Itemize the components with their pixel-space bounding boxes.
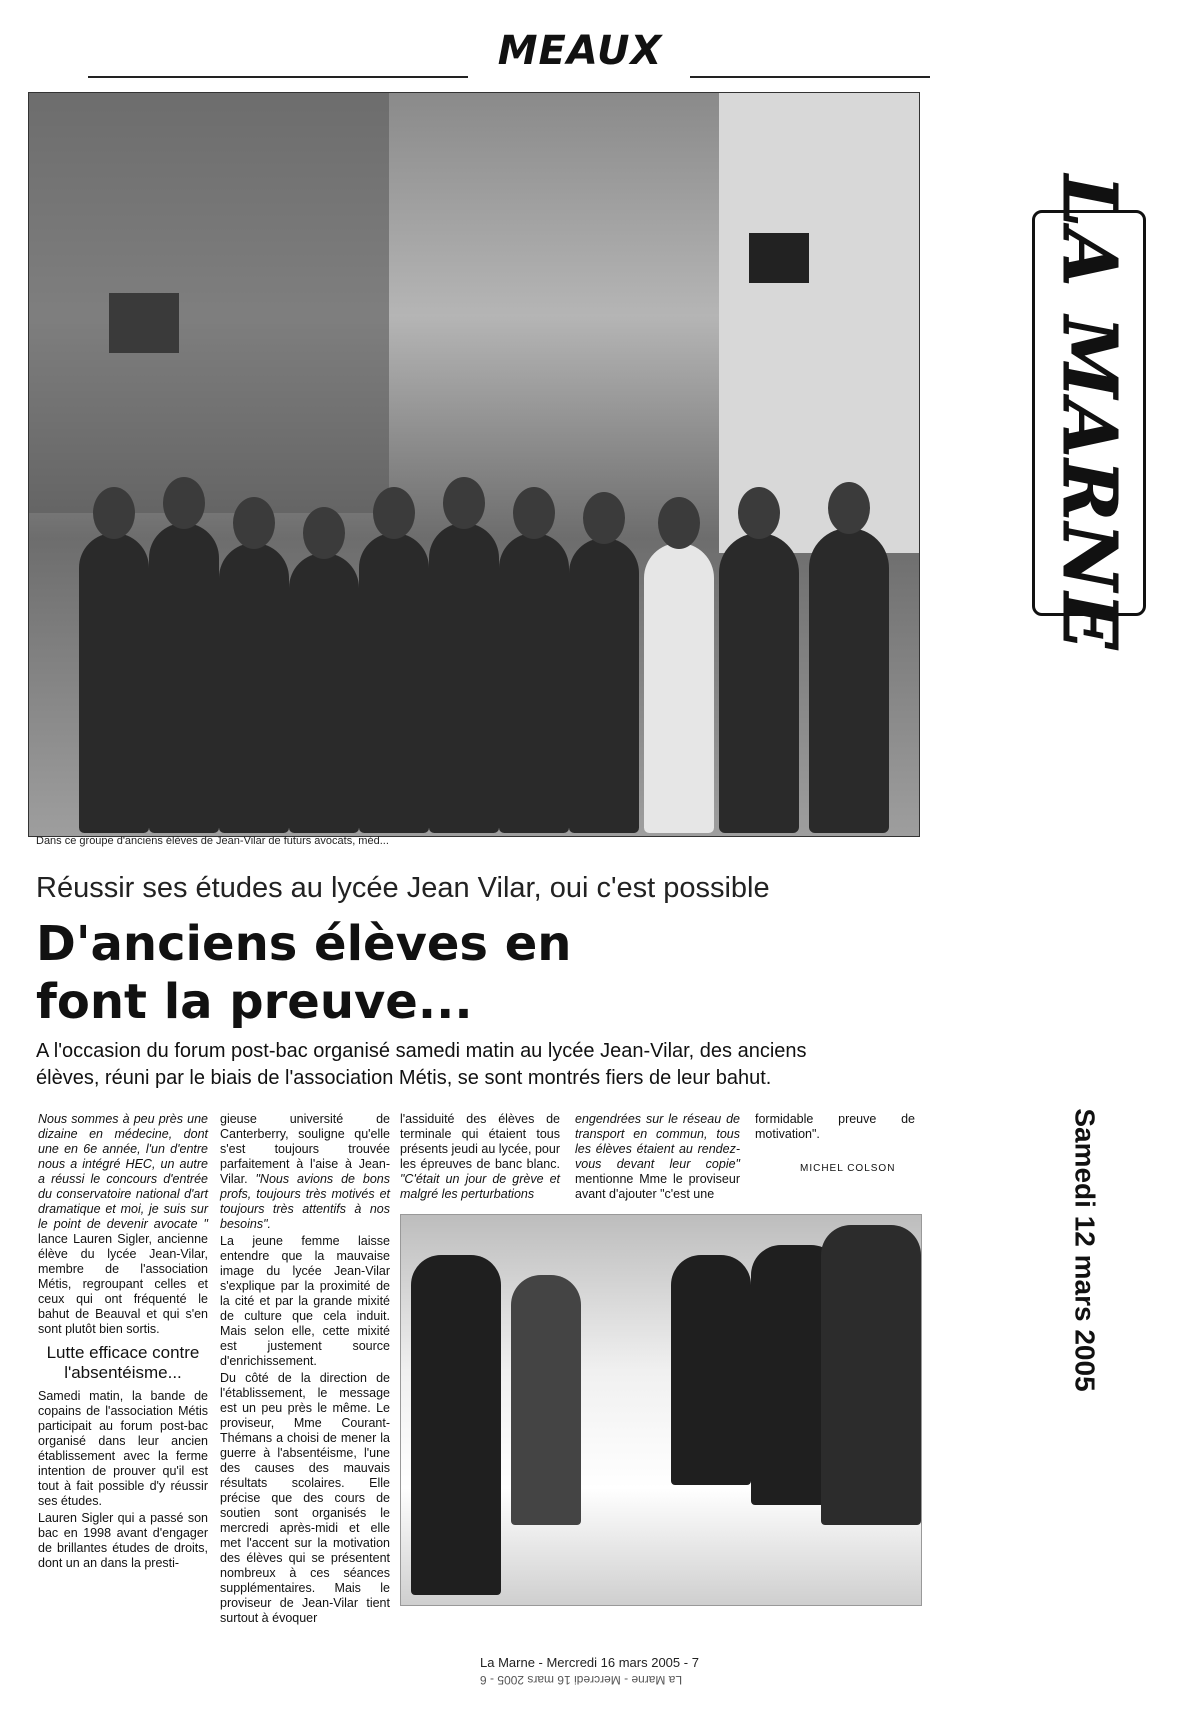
person-figure	[569, 538, 639, 833]
person-figure	[289, 553, 359, 833]
page-footer-mirror: La Marne - Mercredi 16 mars 2005 - 6	[480, 1673, 683, 1687]
column-text: Lauren Sigler qui a passé son bac en 1998 avant d'engager de brillantes études de droits, dont un an dans la presti-	[38, 1511, 208, 1570]
article-column-4	[575, 1112, 740, 1204]
article-column-5	[755, 1112, 915, 1144]
column-text: engendrées sur le réseau de transport en commun, tous les élèves étaient au rendez-vous devant leur copie"	[575, 1112, 740, 1171]
photo-building-left	[29, 93, 389, 513]
photo-caption: Dans ce groupe d'anciens élèves de Jean-Vilar de futurs avocats, méd...	[36, 835, 389, 847]
person-figure	[809, 528, 889, 833]
byline: MICHEL COLSON	[800, 1163, 896, 1174]
column-text: formidable preuve de motivation".	[755, 1112, 915, 1141]
logo-text: LA MARNE	[1046, 174, 1132, 652]
person-figure	[219, 543, 289, 833]
column-text: Nous sommes à peu près une dizaine en médecine, dont une en 6e année, l'un d'entre nous a intégré HEC, un autre a réussi le concours d'entrée du conservatoire national d'art dramatique et moi, je suis sur le point de devenir avocate "	[38, 1112, 208, 1231]
person-figure	[359, 533, 429, 833]
crowd-figure	[821, 1225, 921, 1525]
photo-window	[109, 293, 179, 353]
article-lede: A l'occasion du forum post-bac organisé samedi matin au lycée Jean-Vilar, des anciens élèves, réuni par le biais de l'association Métis, se sont montrés fiers de leur bahut.	[36, 1040, 807, 1089]
article-kicker: Réussir ses études au lycée Jean Vilar, oui c'est possible	[36, 872, 770, 904]
date-vertical	[1040, 1050, 1130, 1450]
crowd-figure	[511, 1275, 581, 1525]
date-text: Samedi 12 mars 2005	[1070, 1108, 1101, 1392]
person-figure	[644, 543, 714, 833]
article-column-1	[38, 1112, 208, 1573]
person-figure	[79, 533, 149, 833]
article-headline: D'anciens élèves en font la preuve...	[36, 916, 572, 1030]
page-footer: La Marne - Mercredi 16 mars 2005 - 7	[480, 1655, 699, 1670]
person-figure	[719, 533, 799, 833]
column-text: "Nous avions de bons profs, toujours très motivés et toujours très attentifs à nos besoins".	[220, 1172, 390, 1231]
forum-photo	[400, 1214, 922, 1606]
crowd-figure	[671, 1255, 751, 1485]
person-figure	[429, 523, 499, 833]
top-rule-right	[690, 76, 930, 78]
newspaper-logo	[1032, 174, 1146, 652]
top-rule-left	[88, 76, 468, 78]
group-photo	[28, 92, 920, 837]
article-subhead: Lutte efficace contre l'absentéisme...	[46, 1343, 200, 1382]
column-text: Samedi matin, la bande de copains de l'association Métis participait au forum post-bac organisé dans leur ancien établissement avec la ferme intention de prouver qu'il est tout à fait possible d'y réussir ses études.	[38, 1389, 208, 1508]
article-column-2	[220, 1112, 390, 1628]
column-text: La jeune femme laisse entendre que la mauvaise image du lycée Jean-Vilar s'explique par la proximité de la cité et par la grande mixité de culture que cela induit. Mais selon elle, cette mixité est justement source d'enrichissement.	[220, 1234, 390, 1368]
column-text: "C'était un jour de grève et malgré les perturbations	[400, 1172, 560, 1201]
person-figure	[499, 533, 569, 833]
column-text: mentionne Mme le proviseur avant d'ajouter "c'est une	[575, 1172, 740, 1201]
person-figure	[149, 523, 219, 833]
column-text: l'assiduité des élèves de terminale qui étaient tous présents jeudi au lycée, pour les épreuves de banc blanc.	[400, 1112, 560, 1171]
column-text: lance Lauren Sigler, ancienne élève du lycée Jean-Vilar, membre de l'association Métis, regroupant celles et ceux qui ont fréquenté le bahut de Beauval et qui s'en sont plutôt bien sortis.	[38, 1232, 208, 1336]
column-text: gieuse université de Canterberry, souligne qu'elle s'est toujours trouvée parfaitement à l'aise à Jean-Vilar.	[220, 1112, 390, 1186]
crowd-figure	[411, 1255, 501, 1595]
section-title: MEAUX	[497, 28, 663, 74]
photo-people	[69, 473, 920, 833]
article-column-3	[400, 1112, 560, 1204]
column-text: Du côté de la direction de l'établissement, le message est un peu près le même. Le proviseur, Mme Courant-Thémans a choisi de mener la guerre à l'absentéisme, l'une des causes des mauvais résultats scolaires. Elle précise que des cours de soutien sont organisés le mercredi après-midi et elle met l'accent sur la motivation des élèves qui se présentent nombreux à ces séances supplémentaires. Mais le proviseur de Jean-Vilar tient surtout à évoquer	[220, 1371, 390, 1625]
photo-window	[749, 233, 809, 283]
